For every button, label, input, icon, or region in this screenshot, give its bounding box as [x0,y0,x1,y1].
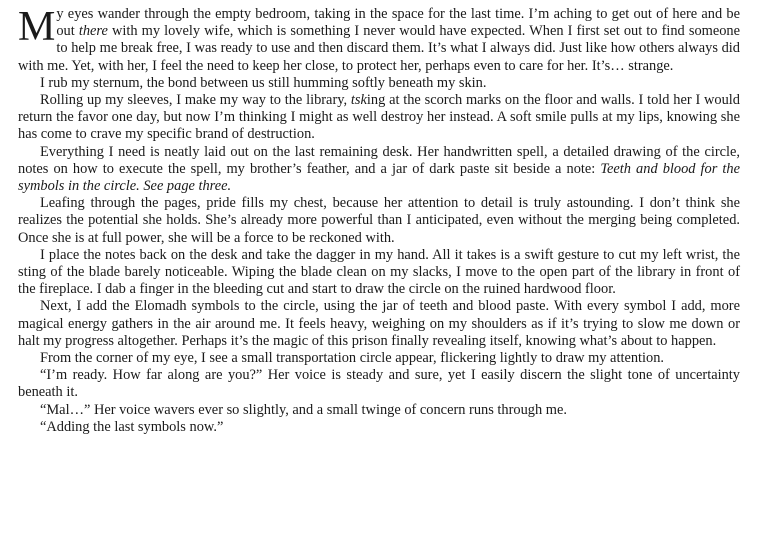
text-run: From the corner of my eye, I see a small transportation circle appear, flickering lightly to draw my attention. [40,350,665,367]
text-run: with my lovely wife, which is something I never would have expected. When I first set out to find someone to help me break free, I was ready to use and then discard them. It’s what I always did. Just like how others always did with me. Yet, with her, I feel the need to keep her close, to protect her, perhaps even to care for her. It’s… strange. [18,23,740,74]
text-run: Next, I add the Elomadh symbols to the circle, using the jar of teeth and blood paste. With every symbol I add, more magical energy gathers in the air around me. It feels heavy, weighing on my shoulders as if it’s trying to slow me down or halt my progress altogether. Perhaps it’s the magic of this prison finally revealing itself, knowing what’s about to happen. [18,298,740,349]
text-run: “Mal…” Her voice wavers ever so slightly, and a small twinge of concern runs through me. [40,401,567,418]
paragraph [18,247,740,299]
italic-text: tsk [350,92,367,109]
text-run: “Adding the last symbols now.” [40,418,224,435]
paragraph [18,75,740,92]
text-run: ing at the scorch marks on the floor and walls. I told her I would return the favor one day, but now I’m thinking I might as well destroy her instead. A soft smile pulls at my lips, knowing she has come to crave my specific brand of destruction. [18,92,741,143]
text-run: Leafing through the pages, pride fills my chest, because her attention to detail is truly astounding. I don’t think she realizes the potential she holds. She’s already more powerful than I anticipated, even without the merging being completed. Once she is at full power, she will be a force to be reckoned with. [18,195,740,246]
paragraph [18,367,740,401]
text-run: Everything I need is neatly laid out on the last remaining desk. Her handwritten spell, a detailed drawing of the circle, notes on how to execute the spell, my brother’s feather, and a jar of dark paste sit beside a note: [18,143,740,177]
italic-text: Teeth and blood for the symbols in the circle. See page three. [18,160,740,195]
text-run: I place the notes back on the desk and take the dagger in my hand. All it takes is a swift gesture to cut my left wrist, the sting of the blade barely noticeable. Wiping the blade clean on my slacks, I move to the open part of the library in front of the fireplace. I dab a finger in the bleeding cut and start to draw the circle on the ruined hardwood floor. [18,246,740,298]
text-run: I rub my sternum, the bond between us still humming softly beneath my skin. [40,74,487,91]
text-run: “I’m ready. How far along are you?” Her voice is steady and sure, yet I easily discern the slight tone of uncertainty beneath it. [18,367,740,401]
paragraph [18,402,740,419]
paragraph [18,350,740,367]
text-run: y eyes wander through the empty bedroom, taking in the space for the last time. I’m aching to get out of here and be out [56,6,740,40]
paragraph [18,6,740,75]
paragraph [18,144,740,196]
drop-cap: M [18,4,56,50]
paragraph [18,92,740,144]
paragraph [18,419,740,436]
paragraph [18,195,740,247]
italic-text: there [78,23,108,40]
text-run: Rolling up my sleeves, I make my way to the library, [40,92,351,109]
paragraph [18,298,740,350]
